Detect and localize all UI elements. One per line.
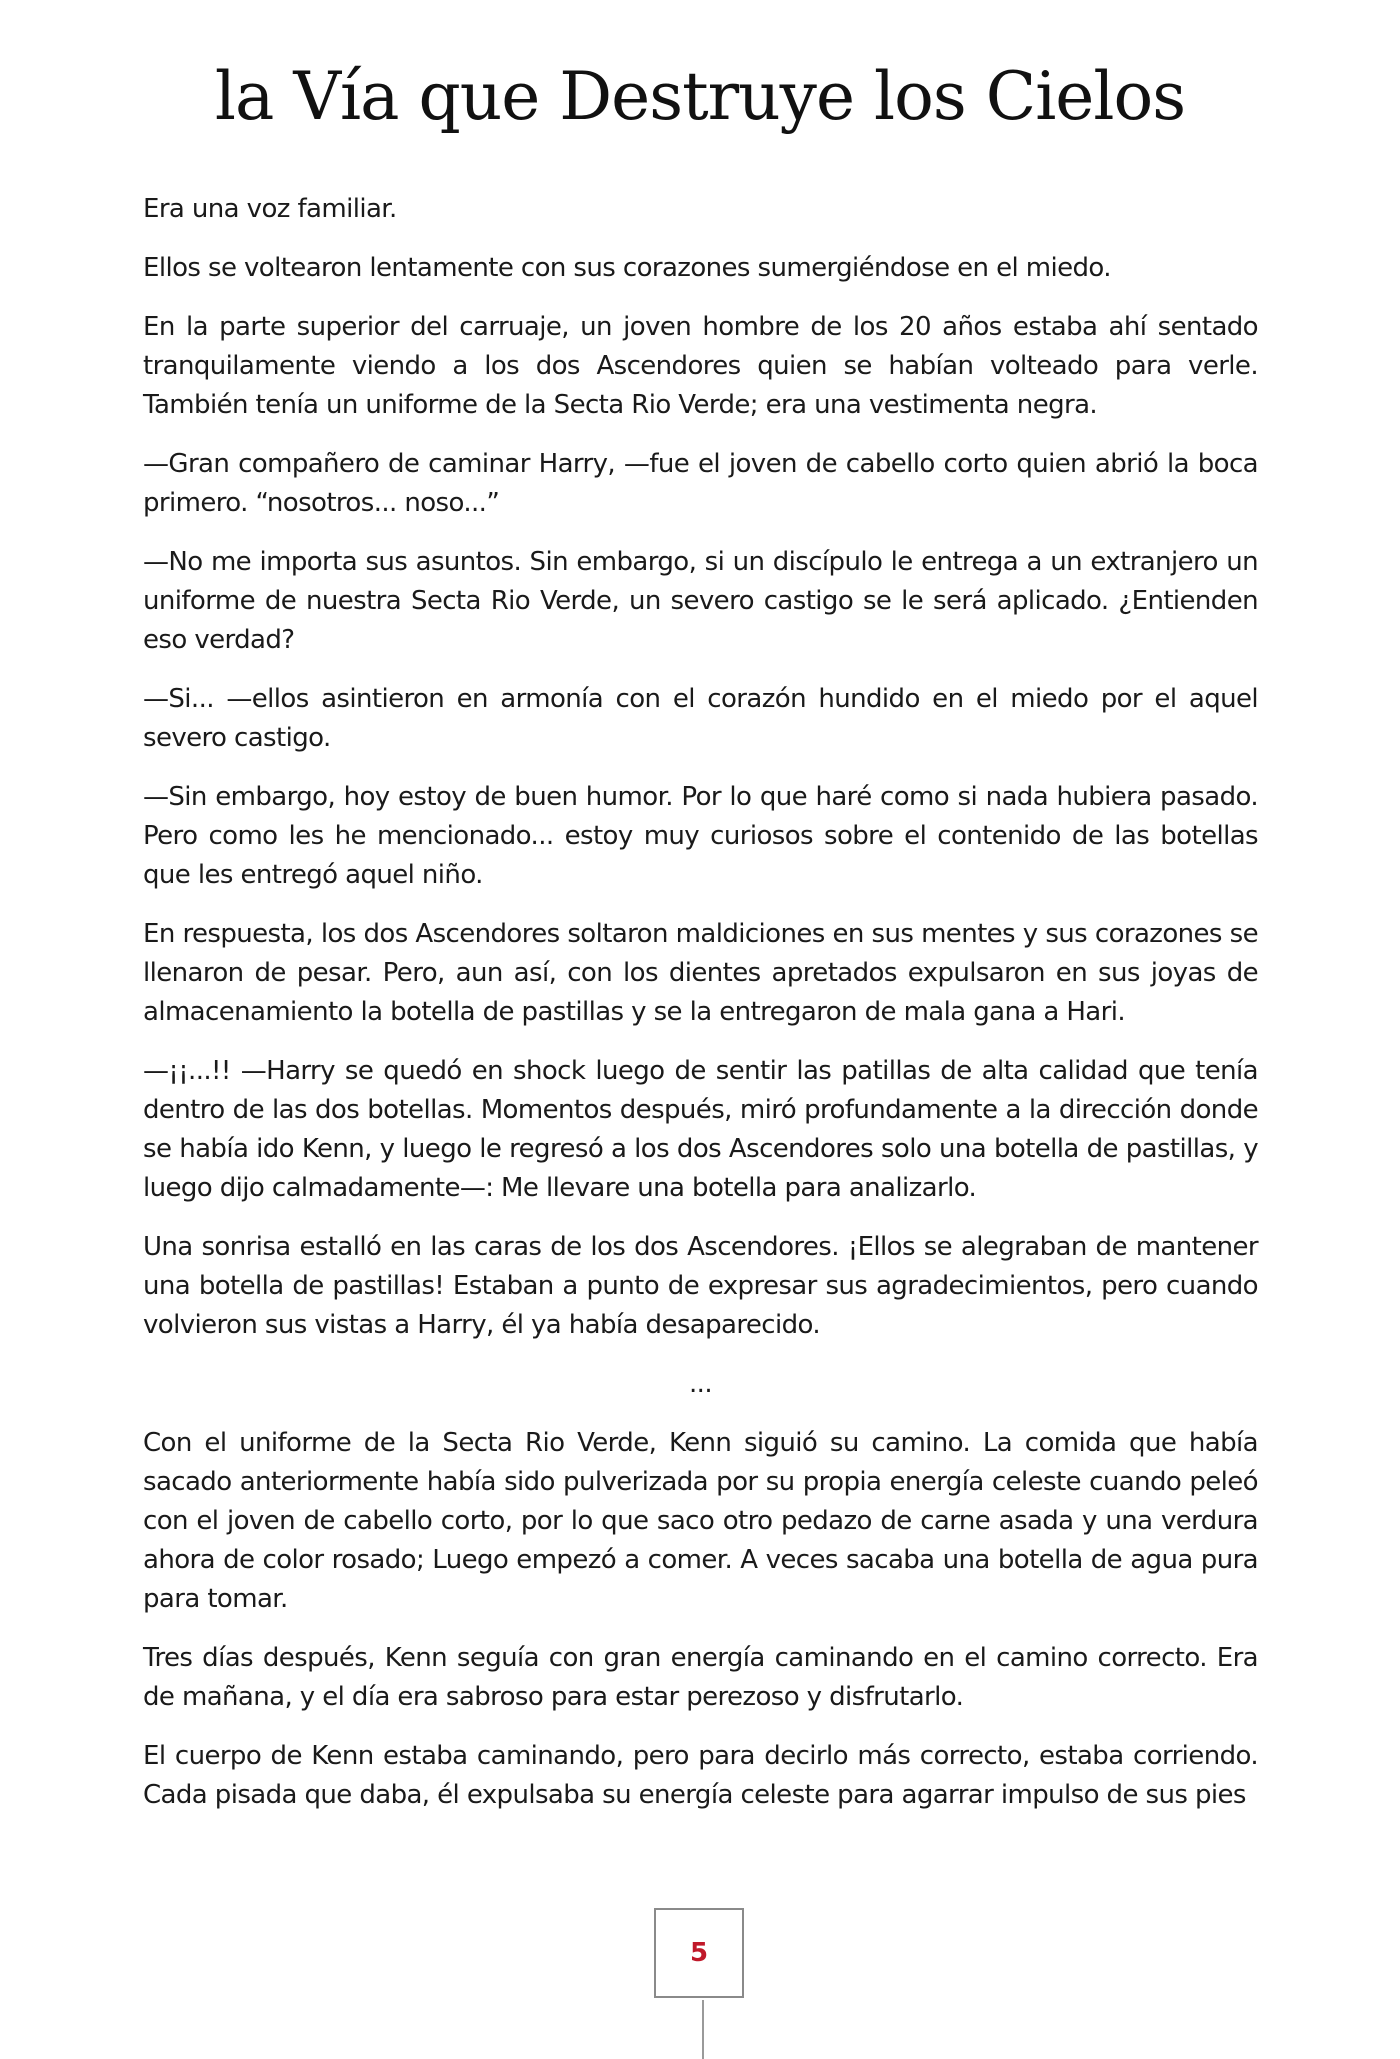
paragraph: —¡¡...!! —Harry se quedó en shock luego de sentir las patillas de alta calidad que tenía dentro de las dos botellas. Momentos después, miró profundamente a la dirección donde se había ido Kenn, y luego le regresó a los dos Ascendores solo una botella de pastillas, y luego dijo calmadamente—: Me llevare una botella para analizarlo. bbox=[143, 1056, 1258, 1203]
paragraph: Ellos se voltearon lentamente con sus corazones sumergiéndose en el miedo. bbox=[143, 253, 1111, 283]
document-body bbox=[143, 190, 1258, 1835]
paragraph: En respuesta, los dos Ascendores soltaron maldiciones en sus mentes y sus corazones se llenaron de pesar. Pero, aun así, con los dientes apretados expulsaron en sus joyas de almacenamiento la botella de pastillas y se la entregaron de mala gana a Hari. bbox=[143, 919, 1258, 1027]
paragraph: En la parte superior del carruaje, un joven hombre de los 20 años estaba ahí sentado tranquilamente viendo a los dos Ascendores quien se habían volteado para verle. También tenía un uniforme de la Secta Rio Verde; era una vestimenta negra. bbox=[143, 312, 1258, 420]
paragraph: Tres días después, Kenn seguía con gran energía caminando en el camino correcto. Era de mañana, y el día era sabroso para estar perezoso y disfrutarlo. bbox=[143, 1643, 1258, 1712]
paragraph: Era una voz familiar. bbox=[143, 194, 397, 224]
paragraph: —Gran compañero de caminar Harry, —fue el joven de cabello corto quien abrió la boca primero. “nosotros... noso...” bbox=[143, 449, 1258, 518]
paragraph: El cuerpo de Kenn estaba caminando, pero para decirlo más correcto, estaba corriendo. Cada pisada que daba, él expulsaba su energía celeste para agarrar impulso de sus pies bbox=[143, 1741, 1258, 1810]
paragraph: —Sin embargo, hoy estoy de buen humor. Por lo que haré como si nada hubiera pasado. Pero como les he mencionado... estoy muy curiosos sobre el contenido de las botellas que les entregó aquel niño. bbox=[143, 782, 1258, 890]
page-number: 5 bbox=[689, 1938, 709, 1968]
page-title: la Vía que Destruye los Cielos bbox=[214, 58, 1186, 135]
paragraph: Con el uniforme de la Secta Rio Verde, Kenn siguió su camino. La comida que había sacado anteriormente había sido pulverizada por su propia energía celeste cuando peleó con el joven de cabello corto, por lo que saco otro pedazo de carne asada y una verdura ahora de color rosado; Luego empezó a comer. A veces sacaba una botella de agua pura para tomar. bbox=[143, 1428, 1258, 1614]
page-number-box bbox=[654, 1908, 744, 1998]
paragraph: Una sonrisa estalló en las caras de los dos Ascendores. ¡Ellos se alegraban de mantener una botella de pastillas! Estaban a punto de expresar sus agradecimientos, pero cuando volvieron sus vistas a Harry, él ya había desaparecido. bbox=[143, 1232, 1258, 1340]
paragraph: —No me importa sus asuntos. Sin embargo, si un discípulo le entrega a un extranjero un uniforme de nuestra Secta Rio Verde, un severo castigo se le será aplicado. ¿Entienden eso verdad? bbox=[143, 547, 1258, 655]
paragraph: —Si... —ellos asintieron en armonía con el corazón hundido en el miedo por el aquel severo castigo. bbox=[143, 684, 1258, 753]
section-separator: ... bbox=[689, 1369, 712, 1399]
footer-divider-line bbox=[702, 2000, 704, 2059]
